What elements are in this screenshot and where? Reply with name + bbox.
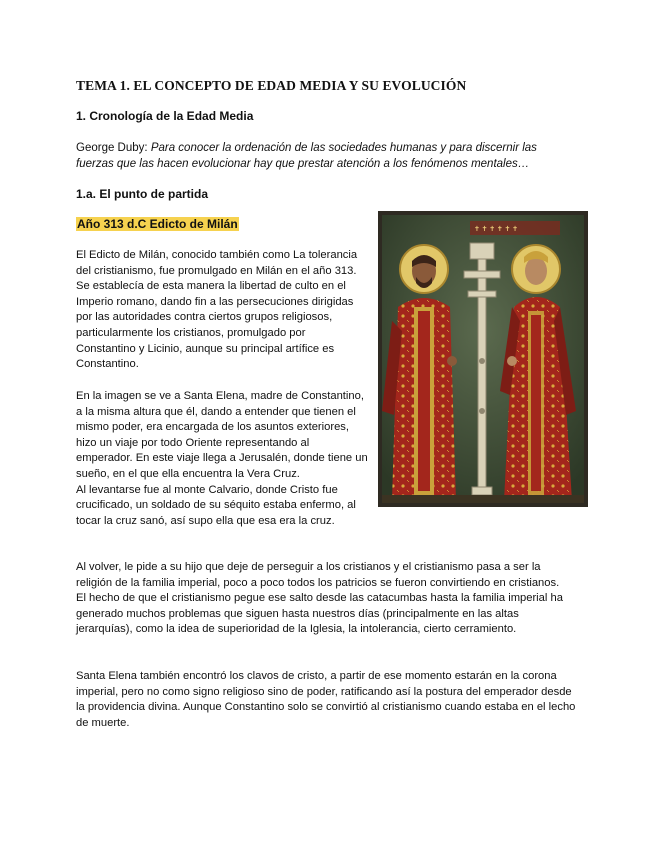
religious-icon-image	[378, 211, 588, 507]
quote-author: George Duby:	[76, 142, 148, 154]
paragraph-santa-elena-part-1: En la imagen se ve a Santa Elena, madre de Constantino, a la misma altura que él, dando a entender que tienen el mismo poder, era encargada de los asuntos exteriores, hizo un viaje por todo Oriente representando al emperador. En este viaje llega a Jerusalén, donde tiene un sueño, en el que ella encuentra la Vera Cruz.	[76, 390, 368, 480]
paragraph-clavos: Santa Elena también encontró los clavos de cristo, a partir de ese momento estarán en la corona imperial, pero no como signo religioso sino de poder, ratificando así la postura del emperador desde la providencia divina. Aunque Constantino solo se convirtió al cristianismo cuando estaba en el lecho de muerte.	[76, 670, 576, 729]
highlight-heading: Año 313 d.C Edicto de Milán	[77, 217, 238, 231]
quote-text: Para conocer la ordenación de las sociedades humanas y para discernir las fuerzas que las hacen evolucionar hay que prestar atención a los fenómenos mentales…	[76, 142, 537, 170]
paragraph-santa-elena	[76, 389, 368, 529]
document-title: TEMA 1. EL CONCEPTO DE EDAD MEDIA Y SU EVOLUCIÓN	[76, 78, 467, 93]
paragraph-consequences-part-1: Al volver, le pide a su hijo que deje de perseguir a los cristianos y el cristianismo pasa a ser la religión de la familia imperial, poco a poco todos los patricios se fueron convirtiendo en cristianos.	[76, 561, 560, 589]
quote-block	[76, 140, 576, 172]
paragraph-santa-elena-part-2: Al levantarse fue al monte Calvario, donde Cristo fue crucificado, un soldado de su séquito estaba enfermo, al tocar la cruz sanó, así supo ella que esa era la cruz.	[76, 483, 356, 527]
icon-painting	[378, 211, 588, 507]
paragraph-consequences	[76, 560, 576, 638]
subsection-heading: 1.a. El punto de partida	[76, 187, 209, 201]
section-heading: 1. Cronología de la Edad Media	[76, 109, 254, 123]
svg-text:✝ ✝ ✝ ✝ ✝ ✝: ✝ ✝ ✝ ✝ ✝ ✝	[474, 225, 518, 233]
paragraph-consequences-part-2: El hecho de que el cristianismo pegue ese salto desde las catacumbas hasta la familia imperial ha generado muchos problemas que siguen hasta nuestros días (principalmente en las altas jerarquías), como la idea de superioridad de la Iglesia, la intolerancia, cierto cerramiento.	[76, 592, 563, 636]
paragraph-edicto: El Edicto de Milán, conocido también como La tolerancia del cristianismo, fue promulgado en Milán en el año 313. Se establecía de esta manera la libertad de culto en el Imperio romano, dando fin a las persecuciones dirigidas por las autoridades contra ciertos grupos religiosos, particularmente los cristianos, promulgado por Constantino y Licinio, aunque su principal artífice es Constantino.	[76, 249, 358, 371]
